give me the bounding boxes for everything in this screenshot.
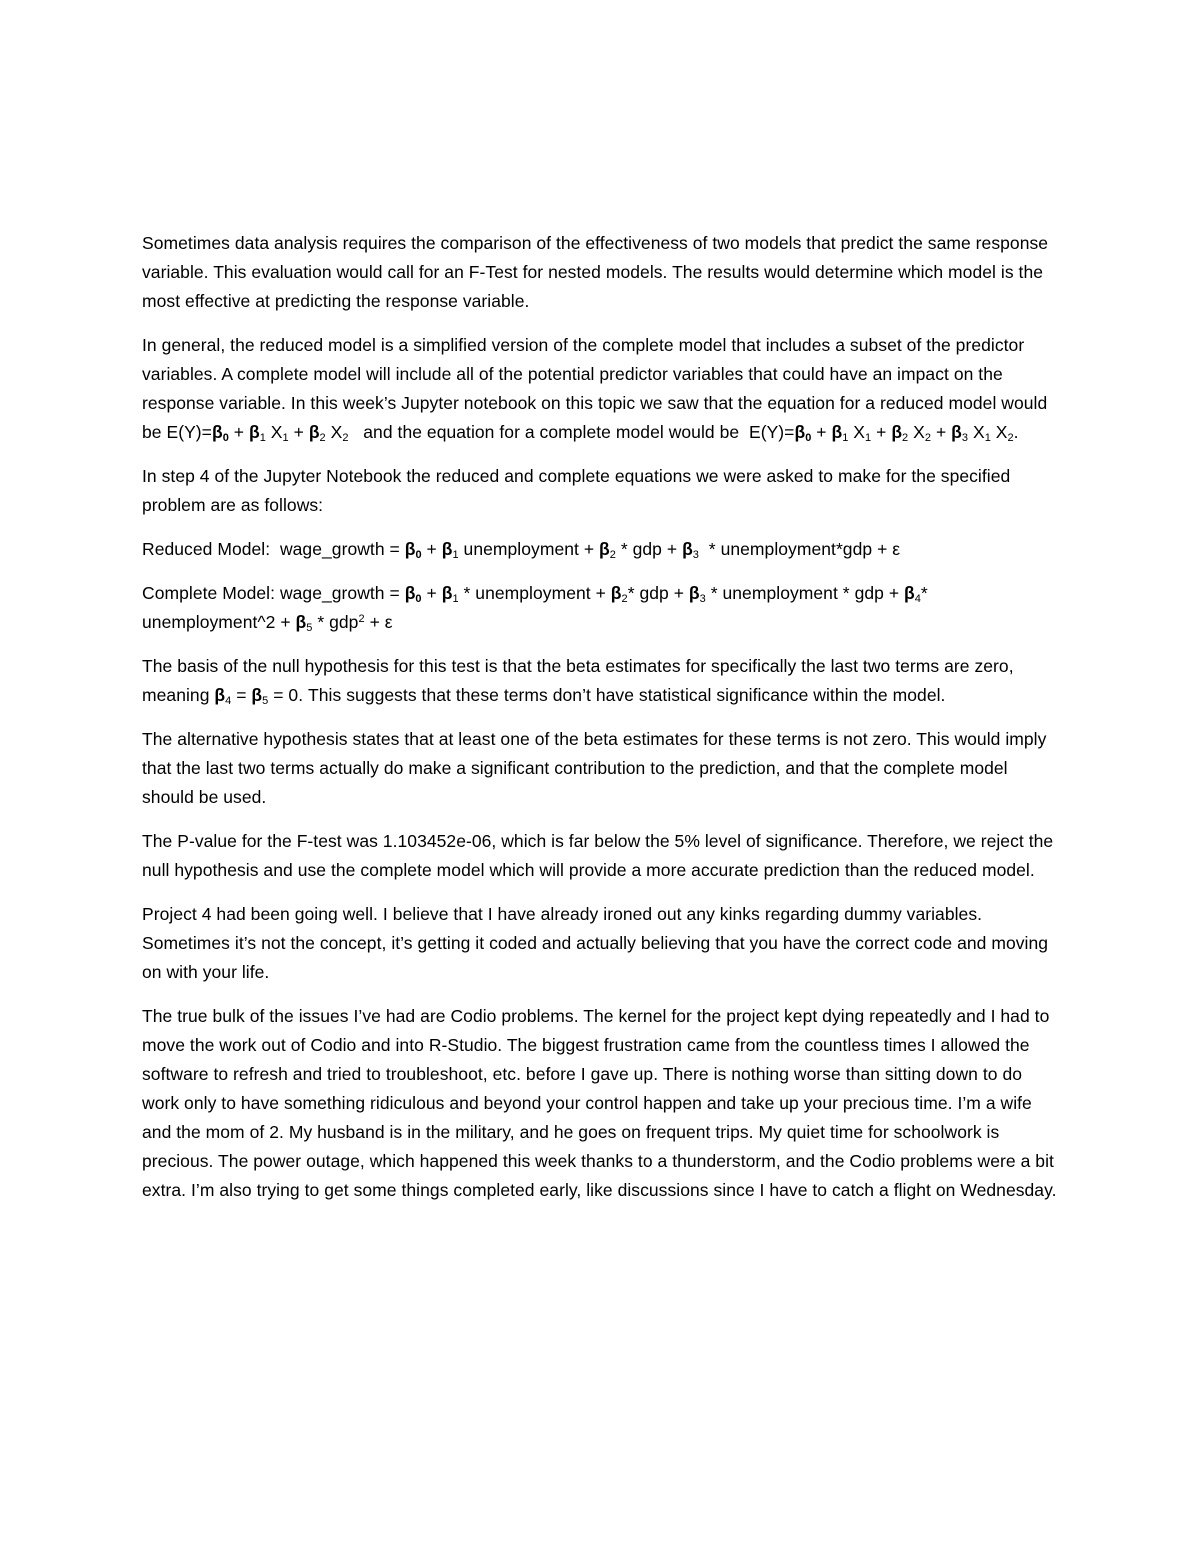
paragraph-intro: Sometimes data analysis requires the comparison of the effectiveness of two models that predict the same response variable. This evaluation would call for an F-Test for nested models. The results would determine which model is the most effective at predicting the response variable. [142,233,1049,311]
paragraph-project-4: Project 4 had been going well. I believe that I have already ironed out any kinks regarding dummy variables. Sometimes it’s not the concept, it’s getting it coded and actually believing that you have the correct code and moving on with your life. [142,904,1049,982]
document-body [142,229,1062,1220]
complete-model-formula: Complete Model: wage_growth = $\beta_0 + \beta_1$ * unemployment + $\beta_2*$ gdp + $\beta_3$ * unemployment * gdp + $\beta_4*$ unemployment^2 + $\beta_5 * gdp^2 + \varepsilon$ [142,583,928,634]
paragraph-model-equations [142,331,1062,447]
paragraph-text: In general, the reduced model is a simplified version of the complete model that includes a subset of the predictor variables. A complete model will include all of the potential predictor variables that could have an impact on the response variable. In this week’s Jupyter notebook on this topic we saw that the equation for a reduced model would be [142,335,1048,442]
paragraph-alternative-hypothesis: The alternative hypothesis states that at least one of the beta estimates for these terms is not zero. This would imply that the last two terms actually do make a significant contribution to the prediction, and that the complete model should be used. [142,729,1047,807]
paragraph-codio-issues: The true bulk of the issues I’ve had are Codio problems. The kernel for the project kept dying repeatedly and I had to move the work out of Codio and into R-Studio. The biggest frustration came from the countless times I allowed the software to refresh and tried to troubleshoot, etc. before I gave up. There is nothing worse than sitting down to do work only to have something ridiculous and beyond your control happen and take up your precious time. I’m a wife and the mom of 2. My husband is in the military, and he goes on frequent trips. My quiet time for schoolwork is precious. The power outage, which happened this week thanks to a thunderstorm, and the Codio problems were a bit extra. I’m also trying to get some things completed early, like discussions since I have to catch a flight on Wednesday. [142,1006,1057,1200]
paragraph-null-hypothesis: The basis of the null hypothesis for this test is that the beta estimates for specifically the last two terms are zero, meaning $\beta_4 = \beta_5 = 0$. This suggests that these terms don’t have statistical significance within the model. [142,656,1014,707]
reduced-model-formula: Reduced Model: wage_growth = $\beta_0 + \beta_1$ unemployment + $\beta_2$ * gdp + $\beta_3$ * unemployment*gdp + ε [142,539,901,561]
paragraph-step4: In step 4 of the Jupyter Notebook the reduced and complete equations we were asked to make for the specified problem are as follows: [142,466,1011,515]
paragraph-p-value: The P-value for the F-test was 1.103452e-06, which is far below the 5% level of significance. Therefore, we reject the null hypothesis and use the complete model which will provide a more accurate prediction than the reduced model. [142,831,1054,880]
complete-model-equation: $E(Y)=\beta_0 + \beta_1$ $X_1 + \beta_2$ $X_2 + \beta_3$ $X_1$ $X_2$. [748,422,1019,444]
reduced-model-equation: $E(Y)=\beta_0 + \beta_1$ $X_1 + \beta_2$ $X_2$ [166,422,349,444]
paragraph-text: and the equation for a complete model would be [348,422,749,442]
